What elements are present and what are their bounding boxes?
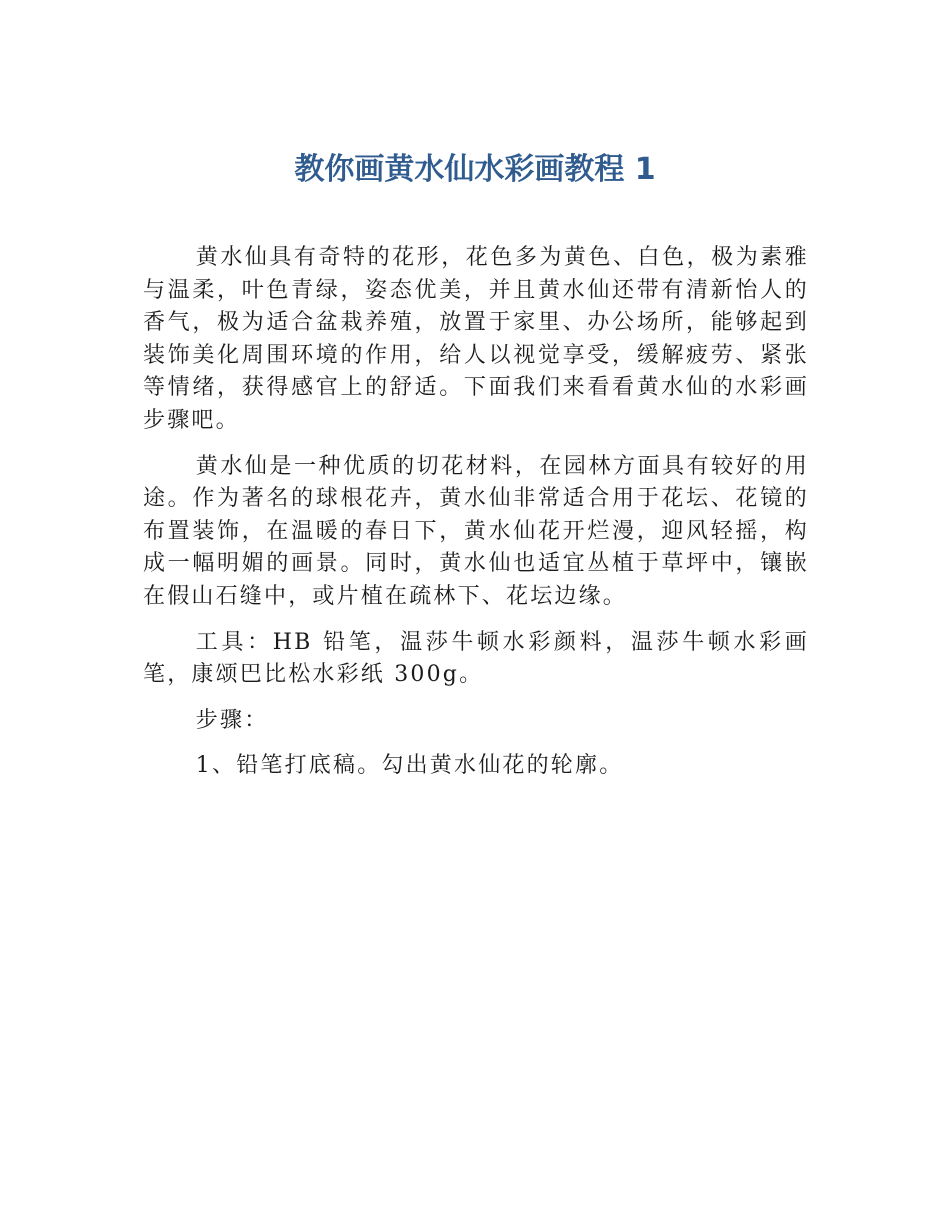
paragraph-uses: 黄水仙是一种优质的切花材料，在园林方面具有较好的用途。作为著名的球根花卉，黄水仙非常适合用于花坛、花镜的布置装饰，在温暖的春日下，黄水仙花开烂漫，迎风轻摇，构成一幅明媚的画景。同时，黄水仙也适宜丛植于草坪中，镶嵌在假山石缝中，或片植在疏林下、花坛边缘。 <box>143 453 809 609</box>
document-title: 教你画黄水仙水彩画教程 1 <box>294 152 656 187</box>
document-body <box>143 242 809 796</box>
paragraph-steps-heading: 步骤： <box>195 707 269 733</box>
paragraph-tools: 工具：HB 铅笔，温莎牛顿水彩颜料，温莎牛顿水彩画笔，康颂巴比松水彩纸 300g。 <box>143 629 809 688</box>
paragraph-intro: 黄水仙具有奇特的花形，花色多为黄色、白色，极为素雅与温柔，叶色青绿，姿态优美，并且黄水仙还带有清新怡人的香气，极为适合盆栽养殖，放置于家里、办公场所，能够起到装饰美化周围环境的作用，给人以视觉享受，缓解疲劳、紧张等情绪，获得感官上的舒适。下面我们来看看黄水仙的水彩画步骤吧。 <box>143 245 809 433</box>
paragraph-step-1: 1、铅笔打底稿。勾出黄水仙花的轮廓。 <box>195 753 624 779</box>
